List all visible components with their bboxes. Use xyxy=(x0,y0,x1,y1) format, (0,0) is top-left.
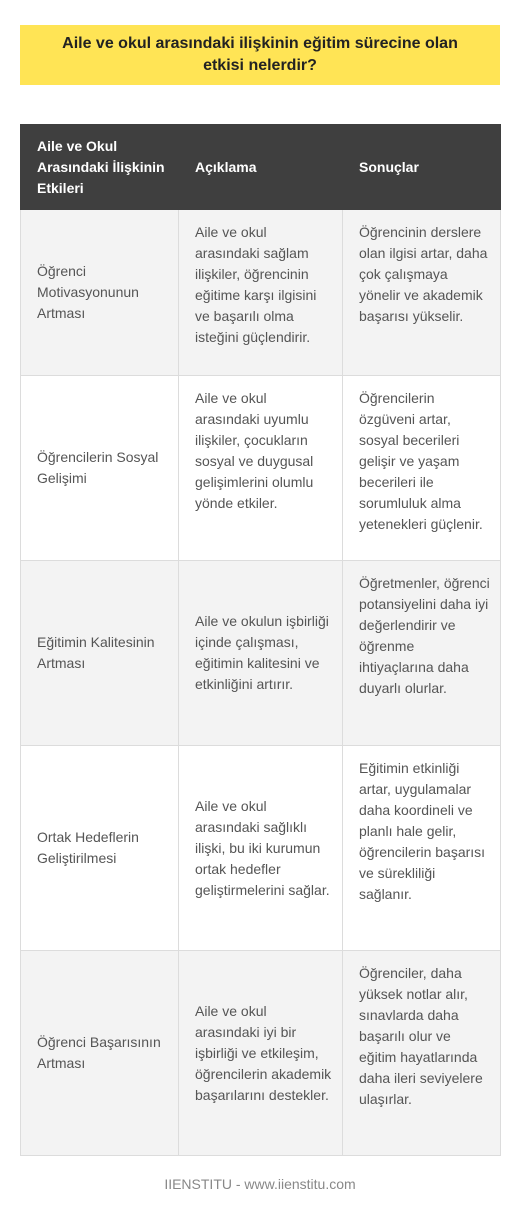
description-cell: Aile ve okul arasındaki uyumlu ilişkiler, çocukların sosyal ve duygusal gelişimlerini olumlu yönde etkiler. xyxy=(179,376,343,561)
page-title: Aile ve okul arasındaki ilişkinin eğitim sürecine olan etkisi nelerdir? xyxy=(20,25,500,85)
result-cell: Eğitimin etkinliği artar, uygulamalar daha koordineli ve planlı hale gelir, öğrencilerin başarısı ve sürekliliği sağlanır. xyxy=(343,746,501,951)
table-row xyxy=(21,951,501,1156)
footer-credit: IIENSTITU - www.iienstitu.com xyxy=(164,1176,356,1192)
header-results: Sonuçlar xyxy=(343,125,501,210)
table-row xyxy=(21,561,501,746)
result-cell: Öğretmenler, öğrenci potansiyelini daha iyi değerlendirir ve öğrenme ihtiyaçlarına daha duyarlı olurlar. xyxy=(343,561,501,746)
description-cell: Aile ve okul arasındaki sağlıklı ilişki, bu iki kurumun ortak hedefler geliştirmelerini sağlar. xyxy=(179,746,343,951)
effect-cell: Öğrenci Motivasyonunun Artması xyxy=(21,210,179,376)
description-cell: Aile ve okul arasındaki sağlam ilişkiler, öğrencinin eğitime karşı ilgisini ve başarılı olma isteğini güçlendirir. xyxy=(179,210,343,376)
result-cell: Öğrenciler, daha yüksek notlar alır, sınavlarda daha başarılı olur ve eğitim hayatlarında daha ileri seviyelere ulaşırlar. xyxy=(343,951,501,1156)
effect-cell: Ortak Hedeflerin Geliştirilmesi xyxy=(21,746,179,951)
result-cell: Öğrencinin derslere olan ilgisi artar, daha çok çalışmaya yönelir ve akademik başarısı yükselir. xyxy=(343,210,501,376)
description-cell: Aile ve okulun işbirliği içinde çalışması, eğitimin kalitesini ve etkinliğini artırır. xyxy=(179,561,343,746)
effect-cell: Eğitimin Kalitesinin Artması xyxy=(21,561,179,746)
result-cell: Öğrencilerin özgüveni artar, sosyal becerileri gelişir ve yaşam becerileri ile sorumluluk alma yetenekleri güçlenir. xyxy=(343,376,501,561)
table-header-row xyxy=(21,125,501,210)
table-row xyxy=(21,210,501,376)
header-description: Açıklama xyxy=(179,125,343,210)
description-cell: Aile ve okul arasındaki iyi bir işbirliği ve etkileşim, öğrencilerin akademik başarılarını destekler. xyxy=(179,951,343,1156)
table-row xyxy=(21,376,501,561)
table-row xyxy=(21,746,501,951)
header-effects: Aile ve Okul Arasındaki İlişkinin Etkileri xyxy=(21,125,179,210)
effect-cell: Öğrencilerin Sosyal Gelişimi xyxy=(21,376,179,561)
effect-cell: Öğrenci Başarısının Artması xyxy=(21,951,179,1156)
effects-table xyxy=(20,124,501,1156)
